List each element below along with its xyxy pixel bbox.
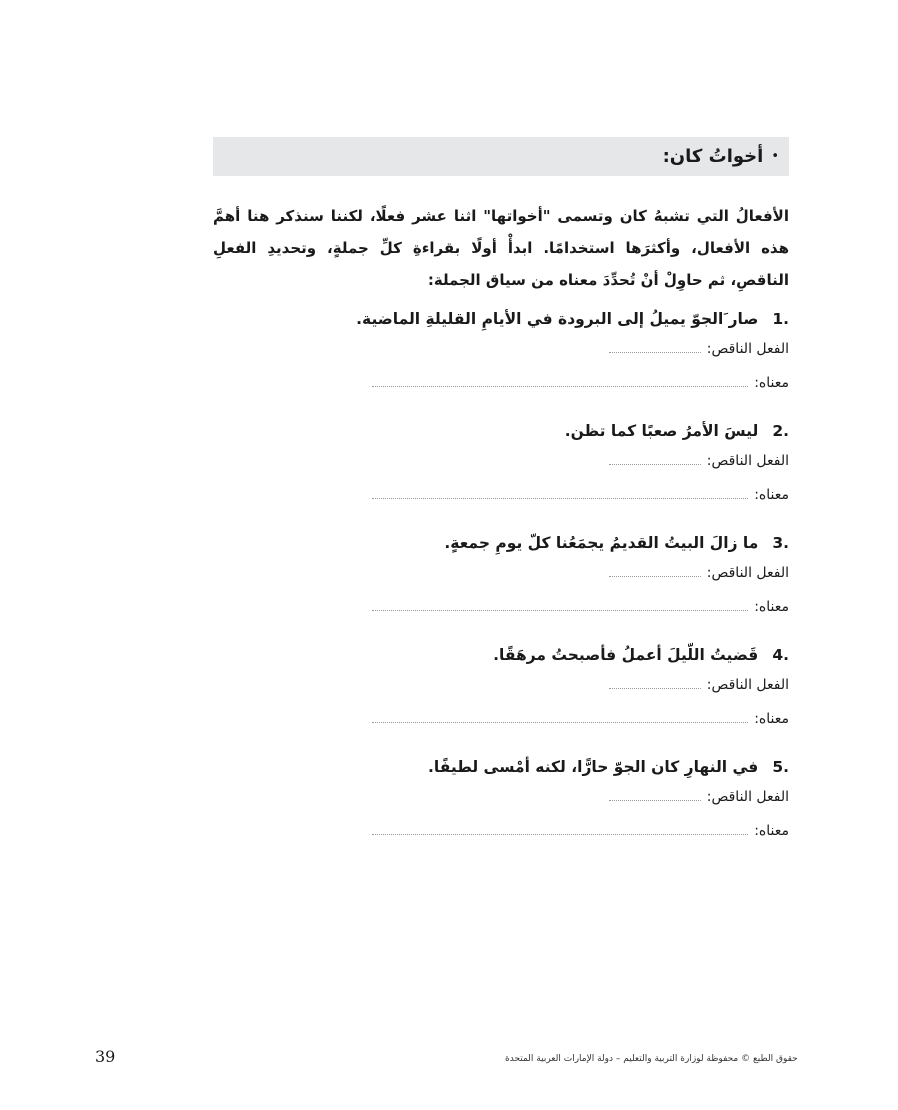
page-number: 39 <box>95 1047 116 1066</box>
verb-answer-line[interactable] <box>609 452 701 465</box>
meaning-label: معناه: <box>754 375 789 391</box>
question-number: 4. <box>772 646 789 664</box>
meaning-field[interactable] <box>213 486 789 520</box>
verb-label: الفعل الناقص: <box>706 565 789 581</box>
question-sentence: في النهارِ كان الجوّ حارًّا، لكنه أمْسى لطيفًا. <box>428 758 759 776</box>
question-sentence: ما زالَ البيتُ القديمُ يجمَعُنا كلّ يومِ جمعةٍ. <box>444 534 759 552</box>
meaning-field[interactable] <box>213 598 789 632</box>
meaning-field[interactable] <box>213 710 789 744</box>
question-number: 3. <box>772 534 789 552</box>
question-number: 5. <box>772 758 789 776</box>
verb-answer-line[interactable] <box>609 340 701 353</box>
bullet-icon: • <box>771 149 779 164</box>
verb-answer-line[interactable] <box>609 676 701 689</box>
verb-answer-line[interactable] <box>609 788 701 801</box>
meaning-label: معناه: <box>754 487 789 503</box>
verb-field[interactable] <box>213 340 789 374</box>
question-sentence: صار َالجوّ يميلُ إلى البرودة في الأيامِ القليلةِ الماضية. <box>356 310 759 328</box>
meaning-field[interactable] <box>213 374 789 408</box>
worksheet <box>213 137 789 856</box>
question-sentence: ليسَ الأمرُ صعبًا كما تظن. <box>564 422 759 440</box>
meaning-answer-line[interactable] <box>372 822 748 835</box>
verb-answer-line[interactable] <box>609 564 701 577</box>
meaning-answer-line[interactable] <box>372 486 748 499</box>
meaning-field[interactable] <box>213 822 789 856</box>
question-4 <box>213 646 789 744</box>
meaning-label: معناه: <box>754 599 789 615</box>
verb-label: الفعل الناقص: <box>706 341 789 357</box>
copyright-notice: حقوق الطبع © محفوظة لوزارة التربية والتعليم – دولة الإمارات العربية المتحدة <box>505 1054 798 1064</box>
meaning-answer-line[interactable] <box>372 374 748 387</box>
meaning-answer-line[interactable] <box>372 710 748 723</box>
question-number: 2. <box>772 422 789 440</box>
question-2 <box>213 422 789 520</box>
question-sentence: قَضيتُ اللّيلَ أعملُ فأصبحتُ مرهَقًا. <box>493 646 759 664</box>
verb-field[interactable] <box>213 452 789 486</box>
question-5 <box>213 758 789 856</box>
verb-field[interactable] <box>213 676 789 710</box>
section-header <box>213 137 789 176</box>
meaning-label: معناه: <box>754 823 789 839</box>
question-3 <box>213 534 789 632</box>
question-1 <box>213 310 789 408</box>
question-number: 1. <box>772 310 789 328</box>
verb-label: الفعل الناقص: <box>706 677 789 693</box>
section-title: أخواتُ كان: <box>662 146 764 167</box>
intro-paragraph: الأفعالُ التي تشبهُ كان وتسمى "أخواتها" اثنا عشر فعلًا، لكننا سنذكر هنا أهمَّ هذه الأفعال، وأكثرَها استخدامًا. ابدأْ أولًا بقراءةِ كلِّ جملةٍ، وتحديدِ الفعلِ الناقصِ، ثم حاوِلْ أنْ تُحدِّدَ معناه من سياق الجملة: <box>213 207 789 289</box>
verb-label: الفعل الناقص: <box>706 453 789 469</box>
verb-field[interactable] <box>213 788 789 822</box>
meaning-label: معناه: <box>754 711 789 727</box>
meaning-answer-line[interactable] <box>372 598 748 611</box>
verb-label: الفعل الناقص: <box>706 789 789 805</box>
verb-field[interactable] <box>213 564 789 598</box>
